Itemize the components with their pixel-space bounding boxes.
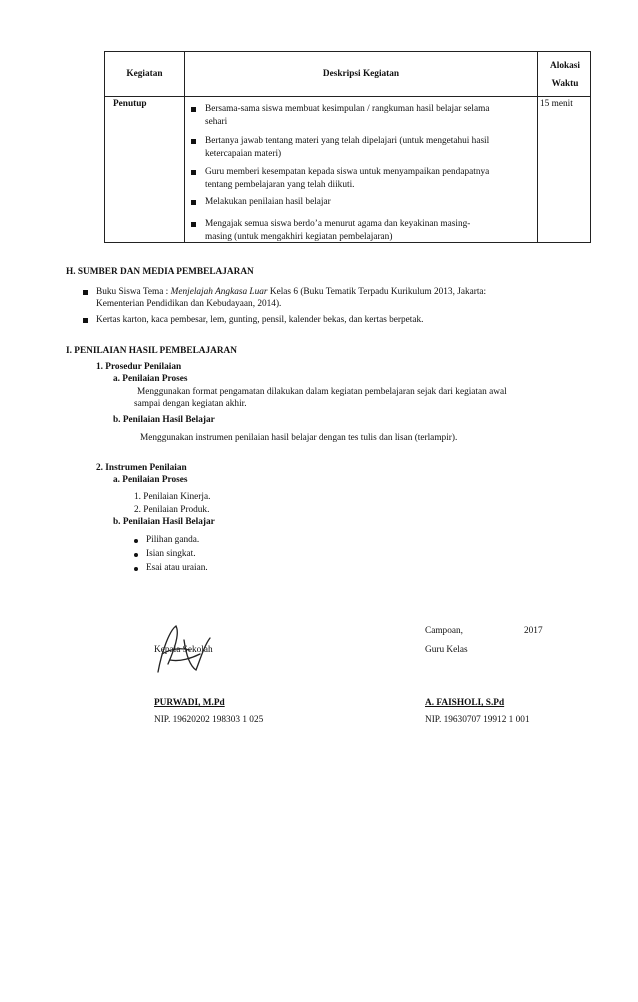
activity-table: [104, 51, 591, 243]
bullet-dot-icon: [134, 539, 138, 543]
result-assessment-text: Menggunakan instrumen penilaian hasil belajar dengan tes tulis dan lisan (terlampir).: [140, 433, 458, 443]
bullet-square-icon: [83, 318, 88, 323]
result-assessment-heading: b. Penilaian Hasil Belajar: [113, 415, 215, 425]
teacher-role: Guru Kelas: [425, 645, 468, 655]
activity-item-4: Melakukan penilaian hasil belajar: [205, 197, 331, 207]
bullet-dot-icon: [134, 553, 138, 557]
instrument-heading: 2. Instrumen Penilaian: [96, 463, 187, 473]
source-item-2: Kertas karton, kaca pembesar, lem, gunting, pensil, kalender bekas, dan kertas berpetak.: [96, 315, 424, 325]
table-divider: [105, 96, 590, 97]
process-assessment-text-cont: sampai dengan kegiatan akhir.: [134, 399, 247, 409]
activity-item-2: Bertanya jawab tentang materi yang telah dipelajari (untuk mengetahui hasil ketercapaian materi): [205, 136, 490, 159]
instrument-result-heading: b. Penilaian Hasil Belajar: [113, 517, 215, 527]
activity-item-1: Bersama-sama siswa membuat kesimpulan / rangkuman hasil belajar selama sehari: [205, 104, 490, 127]
activity-item-5: Mengajak semua siswa berdo’a menurut agama dan keyakinan masing- masing (untuk mengakhiri kegiatan pembelajaran): [205, 219, 471, 242]
process-assessment-heading: a. Penilaian Proses: [113, 374, 188, 384]
result-item-1: Pilihan ganda.: [146, 535, 200, 545]
bullet-dot-icon: [134, 567, 138, 571]
section-i-title: I. PENILAIAN HASIL PEMBELAJARAN: [66, 346, 237, 356]
instrument-item-2: 2. Penilaian Produk.: [134, 505, 210, 515]
activity-item-3: Guru memberi kesempatan kepada siswa untuk menyampaikan pendapatnya tentang pembelajaran yang telah diikuti.: [205, 167, 490, 190]
bullet-square-icon: [191, 200, 196, 205]
section-h-title: H. SUMBER DAN MEDIA PEMBELAJARAN: [66, 267, 254, 277]
header-deskripsi: Deskripsi Kegiatan: [322, 69, 400, 79]
bullet-square-icon: [191, 139, 196, 144]
teacher-nip: NIP. 19630707 19912 1 001: [425, 715, 530, 725]
header-alokasi: Alokasi: [550, 61, 580, 71]
principal-signature: [140, 620, 220, 680]
bullet-square-icon: [191, 107, 196, 112]
table-divider: [184, 52, 185, 242]
instrument-process-heading: a. Penilaian Proses: [113, 475, 188, 485]
source-item-1: Buku Siswa Tema : Menjelajah Angkasa Luar Kelas 6 (Buku Tematik Terpadu Kurikulum 2013, Jakarta:: [96, 287, 487, 297]
year: 2017: [524, 626, 543, 636]
bullet-square-icon: [83, 290, 88, 295]
result-item-2: Isian singkat.: [146, 549, 196, 559]
instrument-item-1: 1. Penilaian Kinerja.: [134, 492, 211, 502]
cell-waktu: 15 menit: [540, 99, 573, 109]
teacher-name: A. FAISHOLI, S.Pd: [425, 698, 505, 708]
bullet-square-icon: [191, 222, 196, 227]
principal-nip: NIP. 19620202 198303 1 025: [154, 715, 264, 725]
result-item-3: Esai atau uraian.: [146, 563, 208, 573]
cell-kegiatan: Penutup: [113, 99, 147, 109]
header-waktu: Waktu: [551, 79, 579, 89]
source-item-1-cont: Kementerian Pendidikan dan Kebudayaan, 2014).: [96, 299, 282, 309]
principal-role: Kepala Sekolah: [154, 645, 213, 655]
bullet-square-icon: [191, 170, 196, 175]
header-kegiatan: Kegiatan: [126, 69, 163, 79]
process-assessment-text: Menggunakan format pengamatan dilakukan dalam kegiatan pembelajaran sejak dari kegiatan awal: [137, 387, 507, 397]
principal-name: PURWADI, M.Pd: [154, 698, 225, 708]
procedure-heading: 1. Prosedur Penilaian: [96, 362, 182, 372]
place-date: Campoan,: [425, 626, 463, 636]
